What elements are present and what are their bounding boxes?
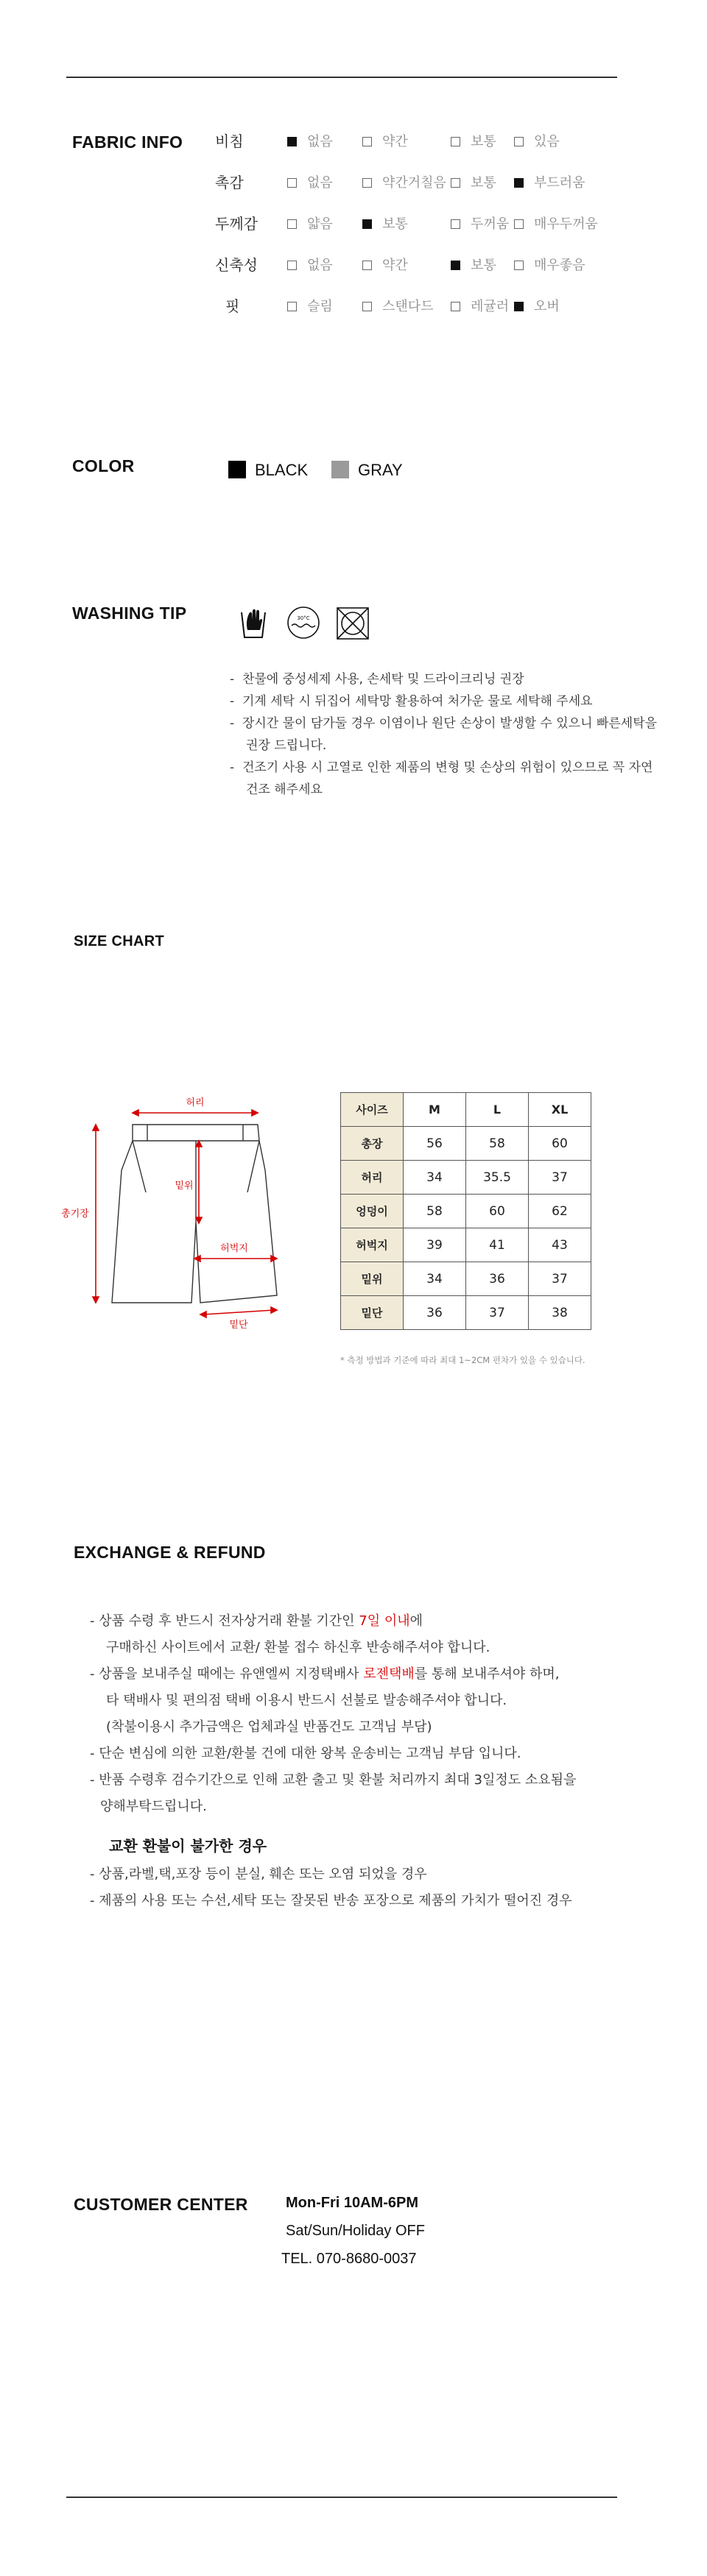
fabric-option-label: 두꺼움 [471,216,510,232]
table-row [341,1296,591,1330]
fabric-option-label: 약간 [382,258,408,273]
non-refundable-title: 교환 환불이 불가한 경우 [109,1837,267,1855]
size-row-label: 밑단 [341,1296,404,1330]
size-value-cell: 37 [529,1161,591,1195]
unchecked-box-icon [451,302,460,311]
fabric-option [287,213,333,233]
customer-hours: Mon-Fri 10AM-6PM [286,2195,418,2211]
fabric-info-title: FABRIC INFO [72,132,183,152]
top-divider [66,77,617,78]
fabric-row-label: 두께감 [215,215,258,233]
fabric-option [451,296,509,315]
fabric-option-label: 레귤러 [471,299,510,314]
exchange-line-6: - 단순 변심에 의한 교환/환불 건에 대한 왕복 운송비는 고객님 부담 입니다. [90,1746,521,1761]
color-swatch-black [228,461,246,478]
size-header-cell: XL [529,1093,591,1127]
color-title: COLOR [72,456,135,475]
size-value-cell: 62 [529,1195,591,1228]
size-table [340,1092,591,1330]
fabric-option-label: 매우두꺼움 [534,216,598,232]
fabric-option [451,255,496,274]
size-value-cell: 38 [529,1296,591,1330]
size-header-cell: M [404,1093,466,1127]
fabric-row [0,168,707,193]
fabric-row [0,250,707,275]
unchecked-box-icon [287,178,297,188]
size-note: * 측정 방법과 기준에 따라 최대 1~2CM 편차가 있을 수 있습니다. [340,1355,585,1365]
fabric-option-label: 보통 [471,175,496,191]
exchange-line-5: (착불이용시 추가금액은 업체과실 반품건도 고객님 부담) [106,1719,432,1735]
unchecked-box-icon [514,137,524,146]
size-value-cell: 58 [404,1195,466,1228]
size-value-cell: 34 [404,1161,466,1195]
fabric-option-label: 오버 [534,299,560,314]
fabric-row-label: 신축성 [215,256,258,274]
fabric-option [514,255,585,274]
fabric-option-label: 슬림 [307,299,333,314]
customer-tel: TEL. 070-8680-0037 [281,2251,417,2267]
fabric-option [451,131,496,150]
fabric-option-label: 없음 [307,175,333,191]
fabric-option-label: 얇음 [307,216,333,232]
fabric-option [451,172,496,191]
fabric-option-label: 약간거칠음 [382,175,446,191]
fabric-row-label: 핏 [225,297,240,315]
washing-tip-title: WASHING TIP [72,604,187,623]
exchange-line-7: - 반품 수령후 검수기간으로 인해 교환 출고 및 환불 처리까지 최대 3일정도 소요됨을 [90,1772,577,1788]
table-row [341,1228,591,1262]
fabric-option-label: 보통 [471,134,496,149]
size-header-cell: 사이즈 [341,1093,404,1127]
color-name-black: BLACK [255,461,309,479]
unchecked-box-icon [362,137,372,146]
size-row-label: 밑위 [341,1262,404,1296]
size-value-cell: 60 [529,1127,591,1161]
fabric-option-label: 보통 [471,258,496,273]
size-value-cell: 56 [404,1127,466,1161]
unchecked-box-icon [362,178,372,188]
size-value-cell: 37 [466,1296,529,1330]
fabric-row-label: 촉감 [215,174,244,191]
fabric-option [514,296,560,315]
size-table-header [341,1093,591,1127]
size-header-cell: L [466,1093,529,1127]
size-value-cell: 35.5 [466,1161,529,1195]
diagram-label-hem: 밑단 [229,1320,248,1331]
wash-tip-4: - 건조기 사용 시 고열로 인한 제품의 변형 및 손상의 위험이 있으므로 꼭 자연건조 해주세요 [230,760,653,797]
exchange-line-3: - 상품을 보내주실 때에는 유앤엘씨 지정택배사 로젠택배를 통해 보내주셔야 하며, [90,1666,560,1682]
fabric-option-label: 부드러움 [534,175,585,191]
table-row [341,1161,591,1195]
unchecked-box-icon [451,219,460,229]
fabric-row [0,209,707,234]
unchecked-box-icon [287,219,297,229]
courier-highlight: 로젠택배 [363,1666,415,1682]
fabric-option [362,131,408,150]
exchange-line-1: - 상품 수령 후 반드시 전자상거래 환불 기간인 7일 이내에 [90,1613,423,1629]
hand-wash-icon [237,605,270,640]
size-value-cell: 41 [466,1228,529,1262]
checked-box-icon [362,219,372,229]
color-swatch-gray [331,461,349,478]
wash-tip-3: - 장시간 물이 담가둘 경우 이염이나 원단 손상이 발생할 수 있으니 빠른세탁을 권장 드립니다. [230,716,658,753]
washing-tip-list [230,668,658,801]
checked-box-icon [514,178,524,188]
checked-box-icon [451,261,460,270]
size-row-label: 허리 [341,1161,404,1195]
fabric-option [451,213,509,233]
exchange-line-10: - 제품의 사용 또는 수선,세탁 또는 잘못된 반송 포장으로 제품의 가치가 떨어진 경우 [90,1893,572,1908]
fabric-option [287,172,333,191]
fabric-option-label: 보통 [382,216,408,232]
size-value-cell: 37 [529,1262,591,1296]
refund-period-highlight: 7일 이내 [359,1613,410,1629]
diagram-label-total: 총기장 [61,1209,89,1220]
size-value-cell: 39 [404,1228,466,1262]
customer-center-title: CUSTOMER CENTER [74,2195,248,2214]
wash-temp-label: 30°C [297,615,310,621]
exchange-line-9: - 상품,라벨,택,포장 등이 분실, 훼손 또는 오염 되었을 경우 [90,1866,427,1882]
table-row [341,1195,591,1228]
fabric-option [514,213,598,233]
unchecked-box-icon [287,261,297,270]
fabric-option [362,172,446,191]
fabric-option [362,296,434,315]
fabric-row-label: 비침 [215,132,244,150]
exchange-refund-title: EXCHANGE & REFUND [74,1543,266,1562]
shorts-diagram [59,1082,295,1347]
table-row [341,1262,591,1296]
size-value-cell: 58 [466,1127,529,1161]
diagram-label-waist: 허리 [186,1097,205,1108]
fabric-option-label: 있음 [534,134,560,149]
no-tumble-dry-icon [336,606,370,640]
fabric-option [362,255,408,274]
size-value-cell: 43 [529,1228,591,1262]
fabric-option [287,131,333,150]
fabric-option [287,255,333,274]
unchecked-box-icon [287,302,297,311]
unchecked-box-icon [362,302,372,311]
fabric-option-label: 스탠다드 [382,299,434,314]
size-row-label: 허벅지 [341,1228,404,1262]
bottom-divider [66,2497,617,2498]
exchange-line-4: 타 택배사 및 편의점 택배 이용시 반드시 선불로 발송해주셔야 합니다. [106,1693,507,1708]
unchecked-box-icon [514,261,524,270]
fabric-option [362,213,408,233]
fabric-option-label: 없음 [307,134,333,149]
size-value-cell: 36 [404,1296,466,1330]
size-value-cell: 60 [466,1195,529,1228]
fabric-option-label: 없음 [307,258,333,273]
exchange-line-2: 구매하신 사이트에서 교환/ 환불 접수 하신후 반송해주셔야 합니다. [106,1640,490,1655]
wash-tip-2: - 기계 세탁 시 뒤집어 세탁망 활용하여 처가운 물로 세탁해 주세요 [230,694,593,709]
checked-box-icon [287,137,297,146]
diagram-label-rise: 밑위 [175,1181,194,1192]
size-value-cell: 34 [404,1262,466,1296]
unchecked-box-icon [362,261,372,270]
fabric-option [514,172,585,191]
color-name-gray: GRAY [358,461,403,479]
wash-30-icon [286,606,321,639]
fabric-option-label: 매우좋음 [534,258,585,273]
size-row-label: 엉덩이 [341,1195,404,1228]
size-chart-title: SIZE CHART [74,933,164,949]
diagram-label-thigh: 허벅지 [220,1243,248,1254]
size-row-label: 총장 [341,1127,404,1161]
size-value-cell: 36 [466,1262,529,1296]
fabric-row [0,127,707,152]
fabric-row [0,291,707,316]
unchecked-box-icon [514,219,524,229]
fabric-option-label: 약간 [382,134,408,149]
table-row [341,1127,591,1161]
customer-off-days: Sat/Sun/Holiday OFF [286,2223,425,2239]
fabric-option [287,296,333,315]
wash-tip-1: - 찬물에 중성세제 사용, 손세탁 및 드라이크리닝 권장 [230,672,524,687]
checked-box-icon [514,302,524,311]
unchecked-box-icon [451,178,460,188]
unchecked-box-icon [451,137,460,146]
exchange-line-8: 양해부탁드립니다. [100,1799,207,1814]
fabric-option [514,131,560,150]
